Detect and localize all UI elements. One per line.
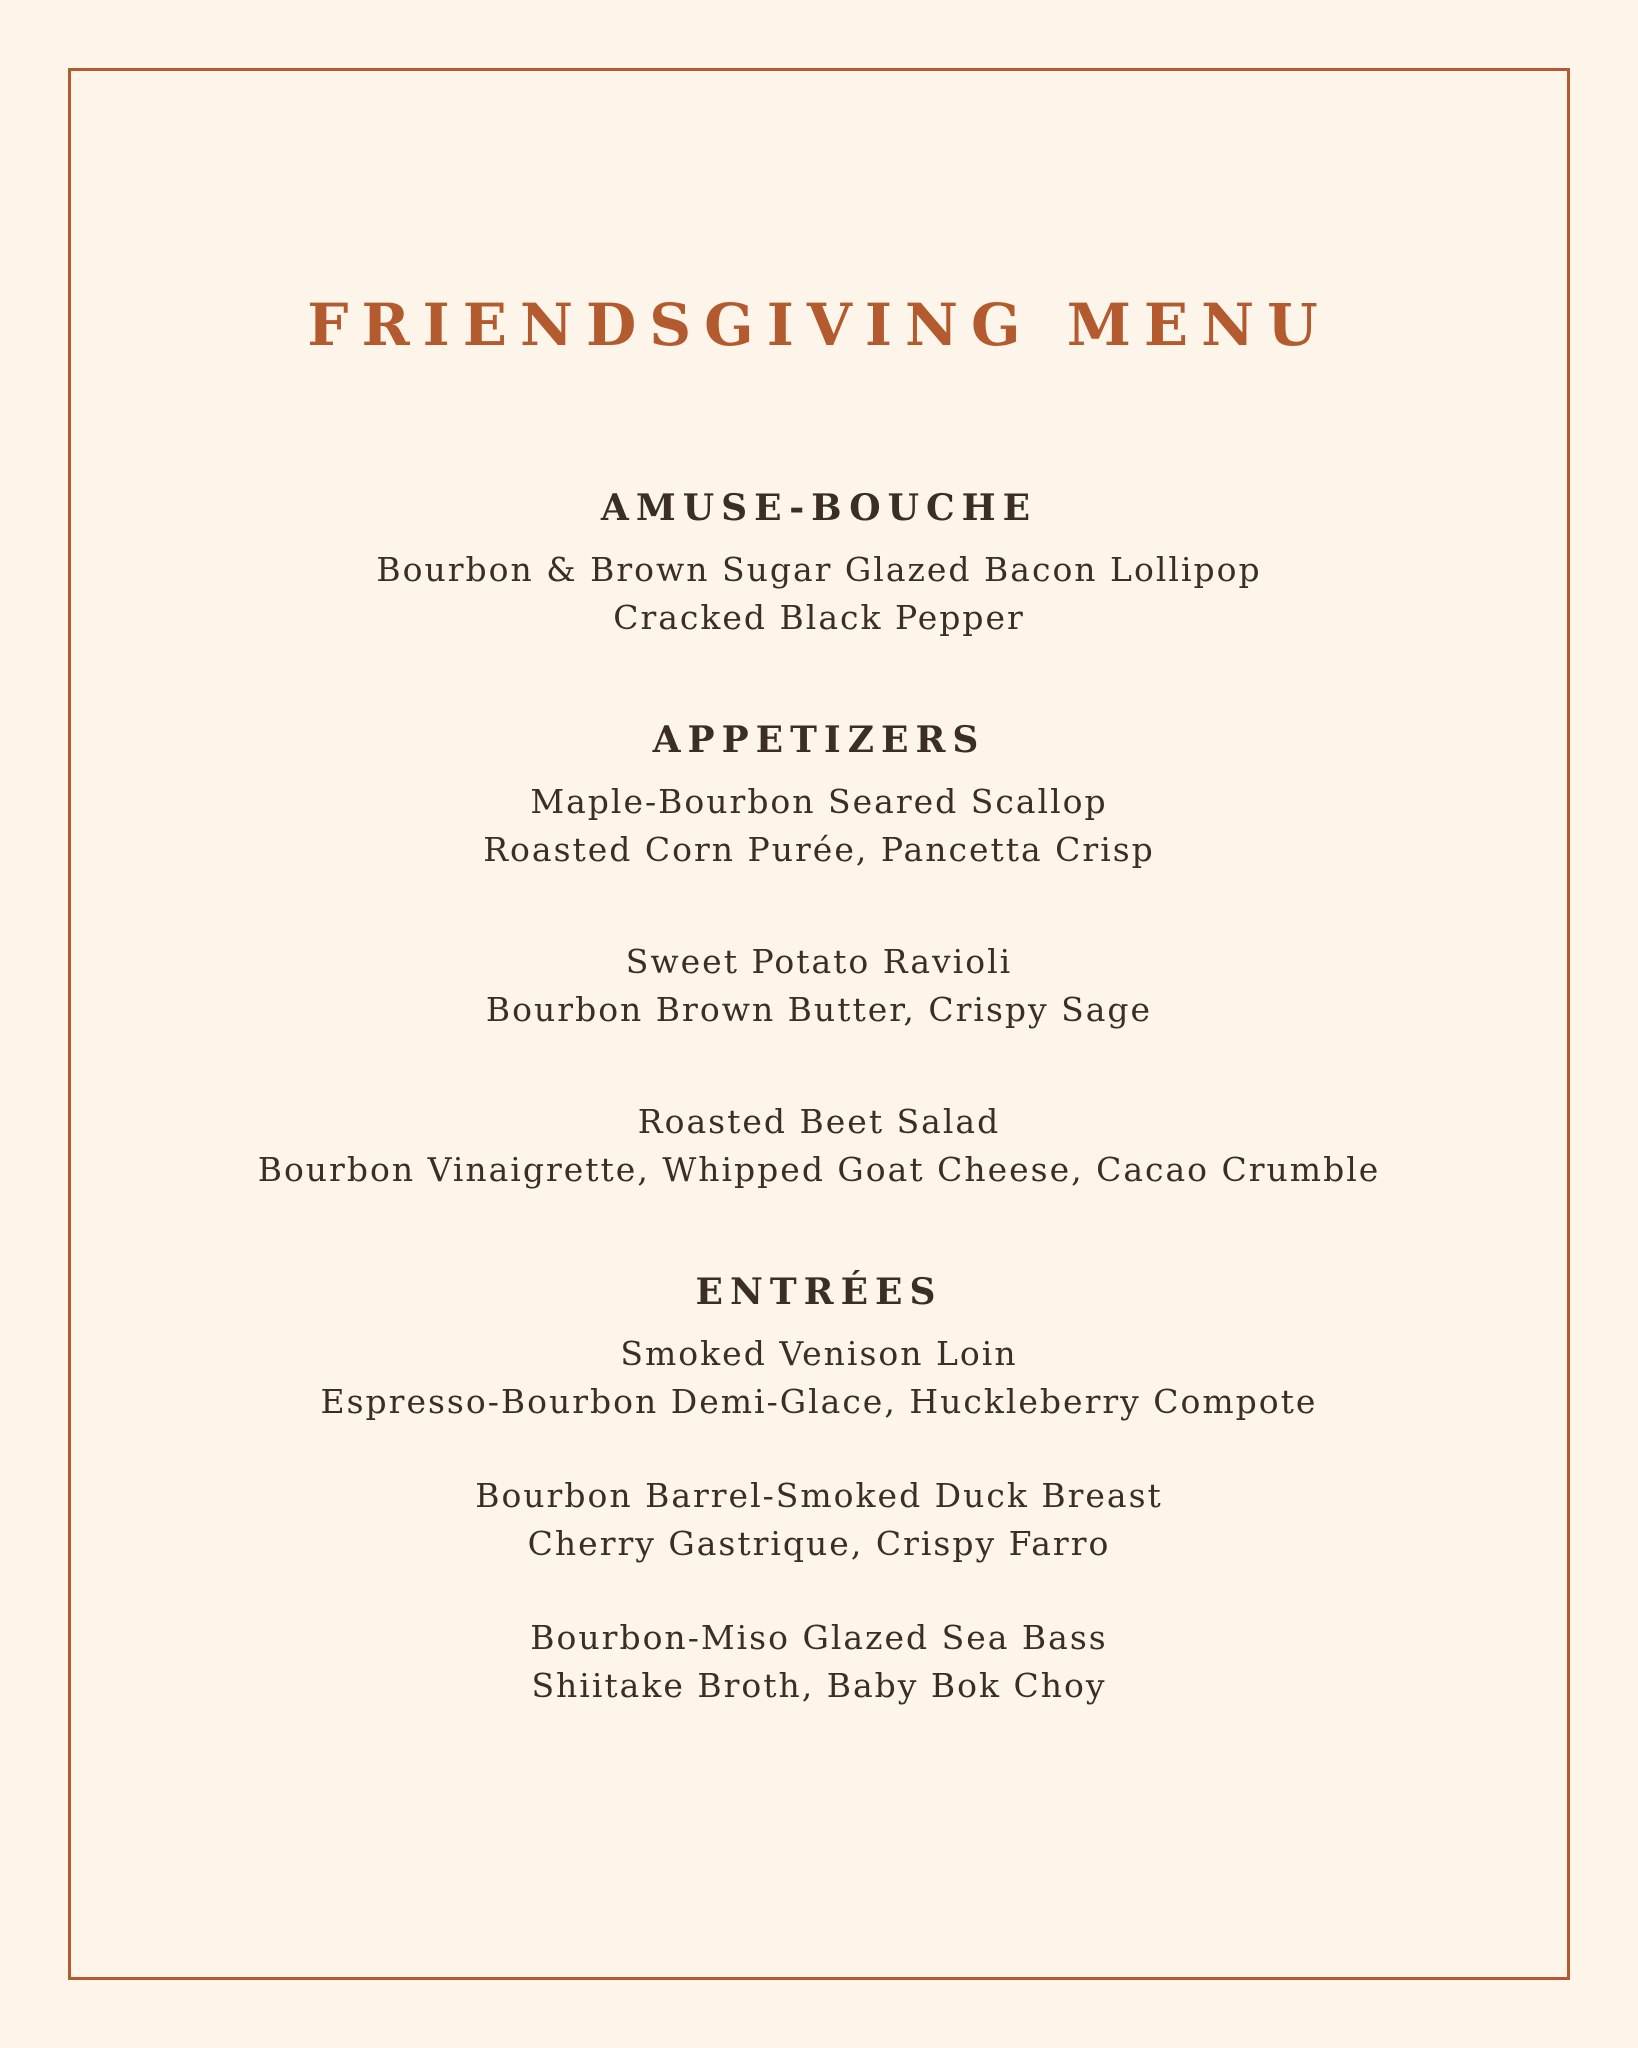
dish-description: Espresso-Bourbon Demi-Glace, Huckleberry Compote [320,1382,1318,1421]
section-heading: AMUSE-BOUCHE [600,487,1038,529]
menu-item [68,1614,1570,1710]
dish-description: Cracked Black Pepper [613,598,1025,637]
menu-item [68,1098,1570,1194]
section-heading: APPETIZERS [652,719,986,761]
dish-name: Roasted Beet Salad [637,1102,1001,1141]
dish-name: Bourbon Barrel-Smoked Duck Breast [475,1476,1163,1515]
dish-description: Roasted Corn Purée, Pancetta Crisp [483,830,1155,869]
menu-card [68,68,1570,1710]
dish-description: Cherry Gastrique, Crispy Farro [527,1524,1111,1563]
dish-name: Sweet Potato Ravioli [625,942,1013,981]
dish-name: Maple-Bourbon Seared Scallop [530,782,1108,821]
menu-title: FRIENDSGIVING MENU [307,291,1331,359]
dish-name: Smoked Venison Loin [620,1334,1018,1373]
menu-item [68,778,1570,874]
menu-item [68,1472,1570,1568]
section-heading: ENTRÉES [695,1271,943,1313]
section-entrees [68,1271,1570,1710]
dish-description: Bourbon Brown Butter, Crispy Sage [485,990,1153,1029]
menu-item [68,938,1570,1034]
dish-description: Bourbon Vinaigrette, Whipped Goat Cheese, Cacao Crumble [257,1150,1381,1189]
dish-name: Bourbon-Miso Glazed Sea Bass [530,1618,1108,1657]
section-appetizers [68,719,1570,1194]
section-amuse-bouche [68,487,1570,642]
dish-description: Shiitake Broth, Baby Bok Choy [531,1666,1107,1705]
menu-item [68,1330,1570,1426]
dish-name: Bourbon & Brown Sugar Glazed Bacon Lollipop [376,550,1262,589]
menu-item [68,546,1570,642]
